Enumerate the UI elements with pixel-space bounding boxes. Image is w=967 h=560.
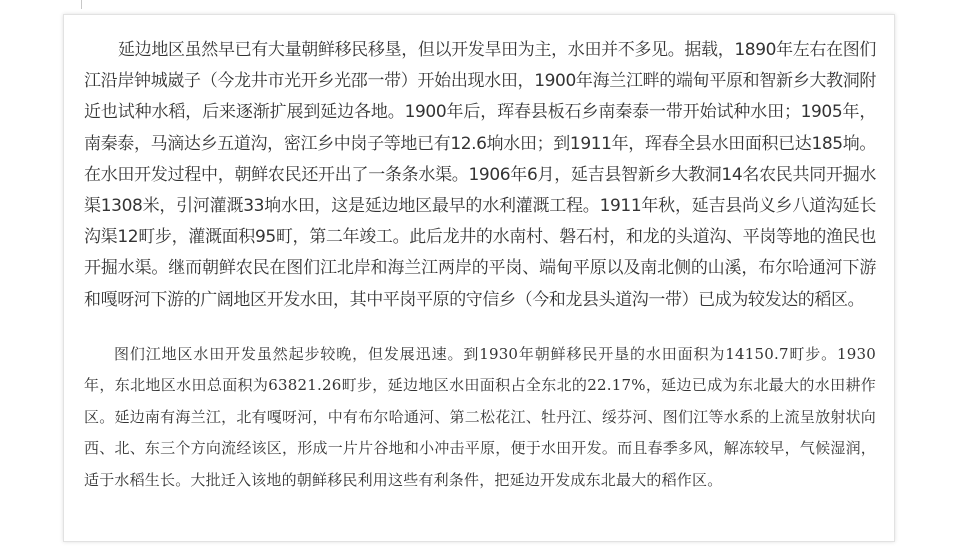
top-divider <box>81 0 82 9</box>
article-card <box>63 14 895 542</box>
article-paragraph-1: 延边地区虽然早已有大量朝鲜移民移垦，但以开发旱田为主，水田并不多见。据载，1890年左右在图们江沿岸钟城崴子（今龙井市光开乡光邵一带）开始出现水田，1900年海兰江畔的端甸平原和智新乡大教洞附近也试种水稻，后来逐渐扩展到延边各地。1900年后，珲春县板石乡南秦泰一带开始试种水田；1905年，南秦泰，马滴达乡五道沟，密江乡中岗子等地已有12.6垧水田；到1911年，珲春全县水田面积已达185垧。在水田开发过程中，朝鲜农民还开出了一条条水渠。1906年6月，延吉县智新乡大教洞14名农民共同开掘水渠1308米，引河灌溉33垧水田，这是延边地区最早的水利灌溉工程。1911年秋，延吉县尚义乡八道沟延长沟渠12町步，灌溉面积95町，第二年竣工。此后龙井的水南村、磐石村，和龙的头道沟、平岗等地的渔民也开掘水渠。继而朝鲜农民在图们江北岸和海兰江两岸的平岗、端甸平原以及南北侧的山溪，布尔哈通河下游和嘎呀河下游的广阔地区开发水田，其中平岗平原的守信乡（今和龙县头道沟一带）已成为较发达的稻区。 <box>84 40 876 310</box>
article-paragraph-2: 图们江地区水田开发虽然起步较晚，但发展迅速。到1930年朝鲜移民开垦的水田面积为14150.7町步。1930年，东北地区水田总面积为63821.26町步，延边地区水田面积占全东北的22.17%，延边已成为东北最大的水田耕作区。延边南有海兰江，北有嘎呀河，中有布尔哈通河、第二松花江、牡丹江、绥芬河、图们江等水系的上流呈放射状向西、北、东三个方向流经该区，形成一片片谷地和小冲击平原，便于水田开发。而且春季多风，解冻较早，气候湿润，适于水稻生长。大批迁入该地的朝鲜移民利用这些有利条件，把延边开发成东北最大的稻作区。 <box>84 345 876 489</box>
